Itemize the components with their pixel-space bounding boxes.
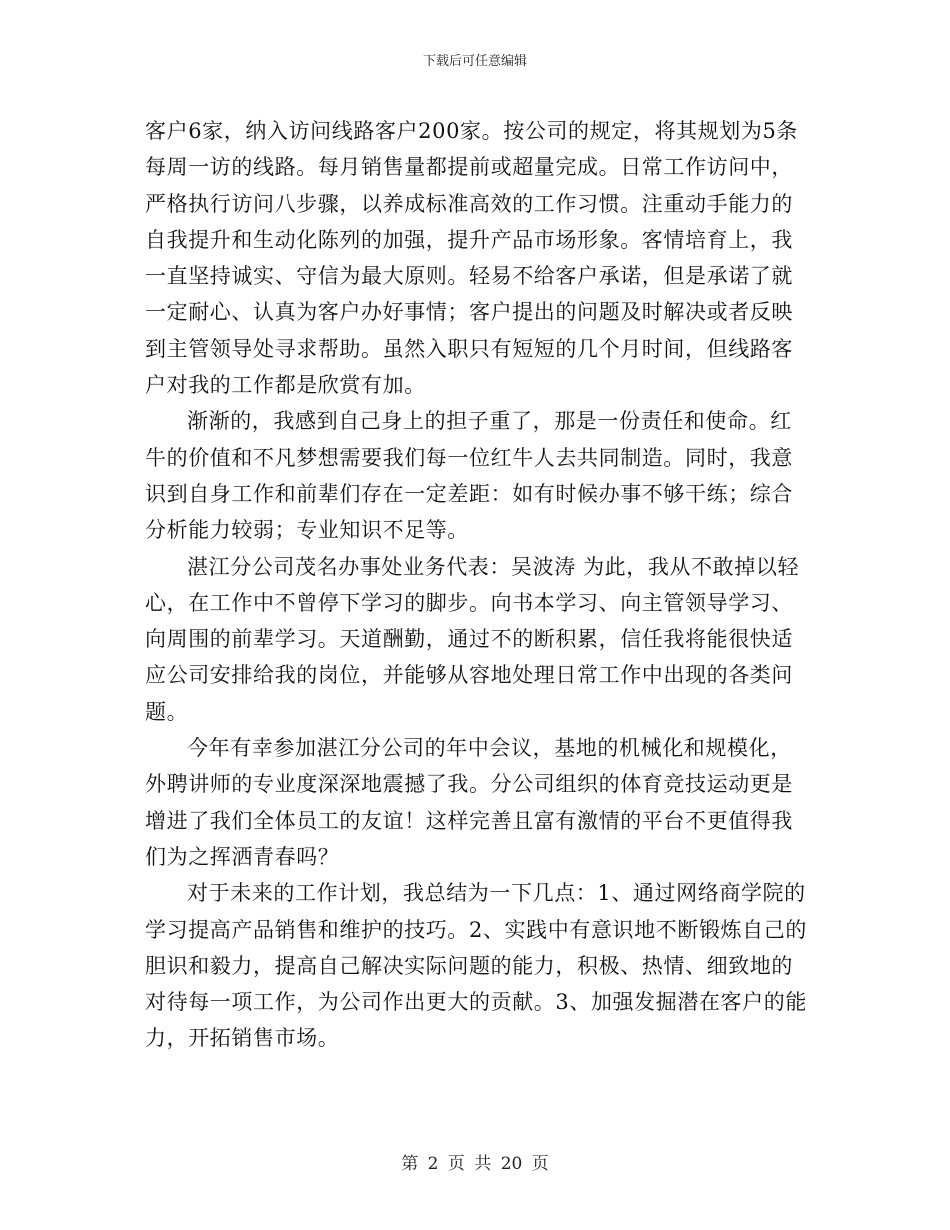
text-line: 每周一访的线路。每月销售量都提前或超量完成。日常工作访问中，	[145, 155, 793, 180]
text-line: 牛的价值和不凡梦想需要我们每一位红牛人去共同制造。同时，我意	[145, 445, 793, 470]
paragraph	[145, 403, 815, 548]
text-line: 渐渐的，我感到自己身上的担子重了，那是一份责任和使命。红	[187, 409, 792, 434]
text-line: 们为之挥洒青春吗？	[145, 844, 340, 869]
text-line: 自我提升和生动化陈列的加强，提升产品市场形象。客情培育上，我	[145, 227, 793, 252]
text-line: 心，在工作中不曾停下学习的脚步。向书本学习、向主管领导学习、	[145, 590, 793, 615]
text-line: 客户6家，纳入访问线路客户200家。按公司的规定，将其规划为5条	[145, 119, 799, 143]
text-line: 向周围的前辈学习。天道酬勤，通过不的断积累，信任我将能很快适	[145, 627, 793, 652]
text-line: 对于未来的工作计划，我总结为一下几点：1、通过网络商学院的	[187, 881, 806, 906]
text-line: 外聘讲师的专业度深深地震撼了我。分公司组织的体育竞技运动更是	[145, 772, 793, 797]
text-line: 识到自身工作和前辈们存在一定差距：如有时候办事不够干练；综合	[145, 481, 793, 506]
text-line: 到主管领导处寻求帮助。虽然入职只有短短的几个月时间，但线路客	[145, 336, 793, 361]
text-line: 对待每一项工作，为公司作出更大的贡献。3、加强发掘潜在客户的能	[145, 990, 807, 1015]
text-line: 户对我的工作都是欣赏有加。	[145, 373, 426, 398]
text-line: 胆识和毅力，提高自己解决实际问题的能力，积极、热情、细致地的	[145, 953, 793, 978]
page-header: 下载后可任意编辑	[422, 54, 527, 69]
paragraph	[145, 113, 815, 403]
paragraph	[145, 549, 815, 730]
text-line: 增进了我们全体员工的友谊！这样完善且富有激情的平台不更值得我	[145, 808, 793, 833]
text-line: 一定耐心、认真为客户办好事情；客户提出的问题及时解决或者反映	[145, 300, 793, 325]
text-line: 力，开拓销售市场。	[145, 1026, 340, 1051]
page-footer: 第 2 页 共 20 页	[401, 1154, 549, 1174]
paragraph	[145, 875, 815, 1056]
text-line: 严格执行访问八步骤，以养成标准高效的工作习惯。注重动手能力的	[145, 191, 793, 216]
paragraph	[145, 730, 815, 875]
text-line: 湛江分公司茂名办事处业务代表：吴波涛 为此，我从不敢掉以轻	[187, 554, 800, 579]
text-line: 分析能力较弱；专业知识不足等。	[145, 518, 469, 543]
text-line: 学习提高产品销售和维护的技巧。2、实践中有意识地不断锻炼自己的	[145, 917, 807, 942]
text-line: 题。	[145, 699, 189, 724]
text-line: 应公司安排给我的岗位，并能够从容地处理日常工作中出现的各类问	[145, 663, 793, 688]
document-body	[145, 113, 815, 1057]
text-line: 今年有幸参加湛江分公司的年中会议，基地的机械化和规模化，	[187, 736, 792, 761]
text-line: 一直坚持诚实、守信为最大原则。轻易不给客户承诺，但是承诺了就	[145, 264, 793, 289]
